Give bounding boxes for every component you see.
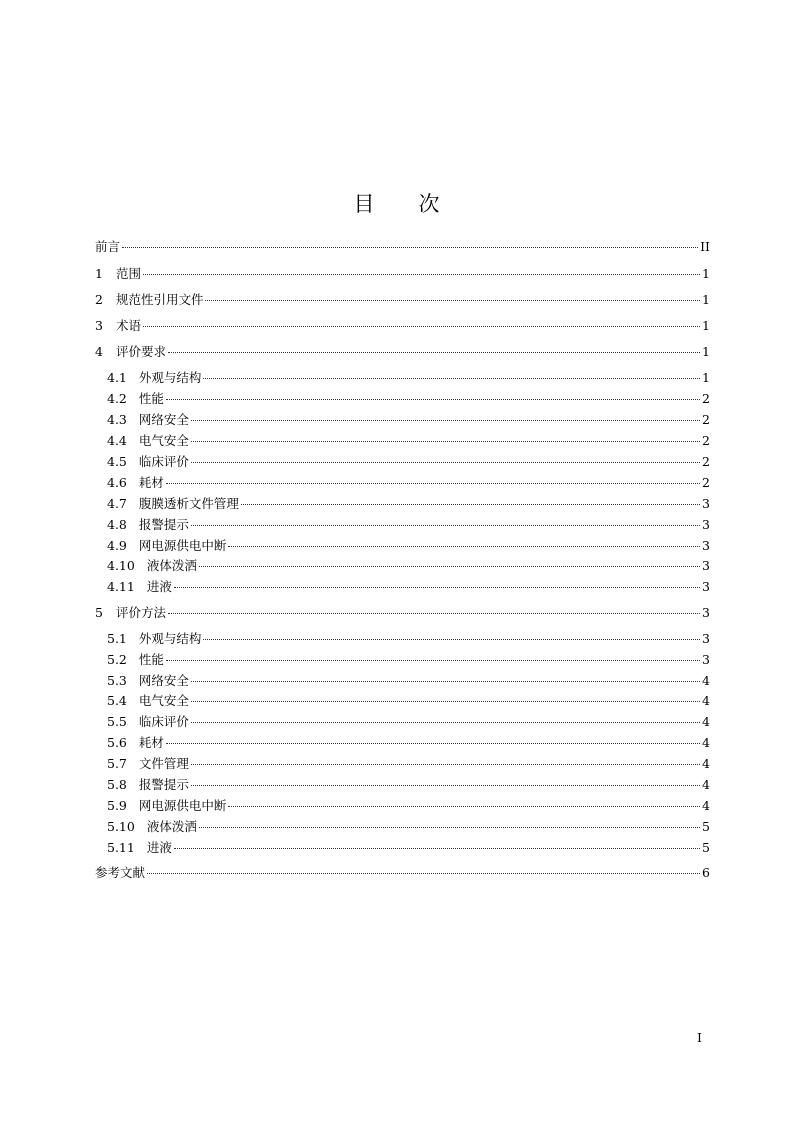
toc-entry-page: 4 bbox=[702, 777, 710, 792]
toc-entry-page: 6 bbox=[702, 865, 710, 880]
toc-entry-title: 网络安全 bbox=[138, 412, 189, 427]
toc-leader-dots bbox=[191, 420, 700, 421]
toc-leader-dots bbox=[191, 722, 700, 723]
toc-entry-4-4[interactable] bbox=[107, 432, 710, 450]
toc-leader-dots bbox=[191, 441, 700, 442]
toc-entry-title: 网络安全 bbox=[138, 673, 189, 688]
toc-entry-5-3[interactable] bbox=[107, 672, 710, 690]
toc-leader-dots bbox=[166, 660, 700, 661]
toc-entry-title: 范围 bbox=[115, 266, 141, 281]
toc-entry-title: 网电源供电中断 bbox=[138, 798, 227, 813]
toc-entry-title: 评价要求 bbox=[115, 344, 166, 359]
toc-leader-dots bbox=[228, 546, 700, 547]
toc-leader-dots bbox=[143, 326, 700, 327]
toc-entry-number: 5.1 bbox=[107, 631, 127, 646]
toc-entry-number: 5.7 bbox=[107, 756, 127, 771]
toc-entry-number: 4.6 bbox=[107, 475, 127, 490]
toc-entry-page: 3 bbox=[702, 558, 710, 573]
toc-entry-page: 3 bbox=[702, 652, 710, 667]
toc-entry-4-10[interactable] bbox=[107, 557, 710, 575]
title-part-1: 目 bbox=[353, 192, 375, 217]
toc-entry-title: 液体泼洒 bbox=[146, 558, 197, 573]
toc-leader-dots bbox=[205, 300, 700, 301]
toc-entry-4-9[interactable] bbox=[107, 537, 710, 555]
toc-entry-number: 4.11 bbox=[107, 579, 135, 594]
toc-entry-number: 2 bbox=[95, 292, 103, 307]
toc-entry-page: 2 bbox=[702, 412, 710, 427]
toc-leader-dots bbox=[191, 764, 700, 765]
toc-entry-title: 规范性引用文件 bbox=[115, 292, 204, 307]
toc-entry-number: 5.11 bbox=[107, 840, 135, 855]
toc-entry-title: 报警提示 bbox=[138, 517, 189, 532]
toc-entry-page: 4 bbox=[702, 798, 710, 813]
page-number: I bbox=[697, 1030, 702, 1045]
toc-entry-title: 临床评价 bbox=[138, 454, 189, 469]
toc-leader-dots bbox=[166, 743, 700, 744]
toc-entry-page: 3 bbox=[702, 496, 710, 511]
toc-entry-page: 1 bbox=[702, 344, 710, 359]
toc-entry-number: 4.3 bbox=[107, 412, 127, 427]
toc-entry-title: 评价方法 bbox=[115, 605, 166, 620]
toc-entry-title: 耗材 bbox=[138, 475, 164, 490]
toc-leader-dots bbox=[191, 462, 700, 463]
toc-entry-number: 5 bbox=[95, 605, 103, 620]
title-part-2: 次 bbox=[418, 192, 440, 217]
toc-entry-title: 报警提示 bbox=[138, 777, 189, 792]
toc-entry-number: 4.8 bbox=[107, 517, 127, 532]
toc-entry-page: 5 bbox=[702, 819, 710, 834]
toc-entry-4-1[interactable] bbox=[107, 369, 710, 387]
toc-entry-number: 4.7 bbox=[107, 496, 127, 511]
toc-entry-3[interactable] bbox=[95, 317, 710, 335]
toc-entry-page: 1 bbox=[702, 292, 710, 307]
toc-entry-page: 5 bbox=[702, 840, 710, 855]
toc-leader-dots bbox=[122, 247, 698, 248]
toc-leader-dots bbox=[199, 566, 700, 567]
toc-leader-dots bbox=[241, 504, 700, 505]
toc-entry-5-5[interactable] bbox=[107, 713, 710, 731]
toc-entry-page: 4 bbox=[702, 673, 710, 688]
toc-entry-title: 术语 bbox=[115, 318, 141, 333]
toc-entry-5-8[interactable] bbox=[107, 776, 710, 794]
toc-entry-5-10[interactable] bbox=[107, 818, 710, 836]
toc-entry-4-8[interactable] bbox=[107, 516, 710, 534]
toc-entry-page: 2 bbox=[702, 391, 710, 406]
toc-leader-dots bbox=[228, 806, 700, 807]
toc-entry-title: 性能 bbox=[138, 391, 164, 406]
toc-entry-number: 3 bbox=[95, 318, 103, 333]
toc-entry-page: 3 bbox=[702, 538, 710, 553]
toc-entry-number: 5.4 bbox=[107, 693, 127, 708]
toc-entry-page: 4 bbox=[702, 693, 710, 708]
toc-entry-page: 3 bbox=[702, 579, 710, 594]
toc-entry-page: 4 bbox=[702, 756, 710, 771]
toc-entry-5-11[interactable] bbox=[107, 839, 710, 857]
toc-entry-4-7[interactable] bbox=[107, 495, 710, 513]
toc-entry-foreword[interactable] bbox=[95, 238, 710, 256]
toc-entry-number: 5.8 bbox=[107, 777, 127, 792]
toc-entry-5-1[interactable] bbox=[107, 630, 710, 648]
toc-entry-number: 5.10 bbox=[107, 819, 135, 834]
toc-leader-dots bbox=[191, 681, 700, 682]
toc-entry-page: 4 bbox=[702, 735, 710, 750]
toc-leader-dots bbox=[191, 525, 700, 526]
toc-leader-dots bbox=[203, 378, 700, 379]
toc-entry-page: 3 bbox=[702, 631, 710, 646]
toc-entry-5-4[interactable] bbox=[107, 692, 710, 710]
toc-leader-dots bbox=[199, 827, 700, 828]
toc-entry-title: 电气安全 bbox=[138, 433, 189, 448]
toc-entry-number: 4.1 bbox=[107, 370, 127, 385]
toc-entry-title: 文件管理 bbox=[138, 756, 189, 771]
toc-entry-number: 5.5 bbox=[107, 714, 127, 729]
toc-leader-dots bbox=[168, 352, 700, 353]
toc-entry-4[interactable] bbox=[95, 343, 710, 361]
toc-entry-4-2[interactable] bbox=[107, 390, 710, 408]
toc-leader-dots bbox=[166, 483, 700, 484]
toc-entry-title: 网电源供电中断 bbox=[138, 538, 227, 553]
toc-entry-page: 2 bbox=[702, 433, 710, 448]
toc-entry-title: 参考文献 bbox=[95, 865, 146, 880]
toc-entry-2[interactable] bbox=[95, 291, 710, 309]
toc-entry-5-7[interactable] bbox=[107, 755, 710, 773]
toc-entry-number: 5.9 bbox=[107, 798, 127, 813]
toc-entry-4-11[interactable] bbox=[107, 578, 710, 596]
toc-entry-number: 1 bbox=[95, 266, 103, 281]
toc-entry-4-3[interactable] bbox=[107, 411, 710, 429]
toc-entry-title: 前言 bbox=[95, 239, 121, 254]
toc-entry-5-6[interactable] bbox=[107, 734, 710, 752]
toc-leader-dots bbox=[147, 873, 700, 874]
toc-entry-5-2[interactable] bbox=[107, 651, 710, 669]
toc-entry-number: 4.10 bbox=[107, 558, 135, 573]
toc-entry-title: 耗材 bbox=[138, 735, 164, 750]
toc-entry-number: 4.2 bbox=[107, 391, 127, 406]
toc-entry-title: 电气安全 bbox=[138, 693, 189, 708]
toc-leader-dots bbox=[166, 399, 700, 400]
toc-entry-title: 进液 bbox=[146, 840, 172, 855]
toc-entry-title: 外观与结构 bbox=[138, 370, 202, 385]
toc-entry-5-9[interactable] bbox=[107, 797, 710, 815]
toc-entry-page: 1 bbox=[702, 266, 710, 281]
toc-entry-title: 液体泼洒 bbox=[146, 819, 197, 834]
toc-entry-references[interactable] bbox=[95, 864, 710, 882]
toc-entry-title: 临床评价 bbox=[138, 714, 189, 729]
toc-entry-number: 4.5 bbox=[107, 454, 127, 469]
toc-leader-dots bbox=[203, 639, 700, 640]
toc-leader-dots bbox=[174, 848, 700, 849]
toc-entry-1[interactable] bbox=[95, 265, 710, 283]
toc-leader-dots bbox=[191, 785, 700, 786]
toc-entry-page: 4 bbox=[702, 714, 710, 729]
toc-entry-title: 进液 bbox=[146, 579, 172, 594]
toc-entry-5[interactable] bbox=[95, 604, 710, 622]
toc-entry-number: 5.2 bbox=[107, 652, 127, 667]
toc-entry-page: 3 bbox=[702, 605, 710, 620]
toc-entry-page: 1 bbox=[702, 370, 710, 385]
toc-leader-dots bbox=[174, 587, 700, 588]
toc-entry-page: 2 bbox=[702, 454, 710, 469]
toc-leader-dots bbox=[143, 274, 700, 275]
toc-entry-page: 1 bbox=[702, 318, 710, 333]
toc-entry-number: 5.3 bbox=[107, 673, 127, 688]
toc-entry-title: 性能 bbox=[138, 652, 164, 667]
toc-entry-page: 3 bbox=[702, 517, 710, 532]
toc-entry-4-6[interactable] bbox=[107, 474, 710, 492]
toc-entry-number: 4 bbox=[95, 344, 103, 359]
toc-entry-number: 5.6 bbox=[107, 735, 127, 750]
toc-entry-title: 外观与结构 bbox=[138, 631, 202, 646]
toc-entry-title: 腹膜透析文件管理 bbox=[138, 496, 239, 511]
toc-entry-4-5[interactable] bbox=[107, 453, 710, 471]
toc-leader-dots bbox=[191, 701, 700, 702]
toc-entry-page: II bbox=[700, 239, 710, 254]
toc-entry-number: 4.4 bbox=[107, 433, 127, 448]
toc-leader-dots bbox=[168, 613, 700, 614]
toc-entry-page: 2 bbox=[702, 475, 710, 490]
toc-entry-number: 4.9 bbox=[107, 538, 127, 553]
